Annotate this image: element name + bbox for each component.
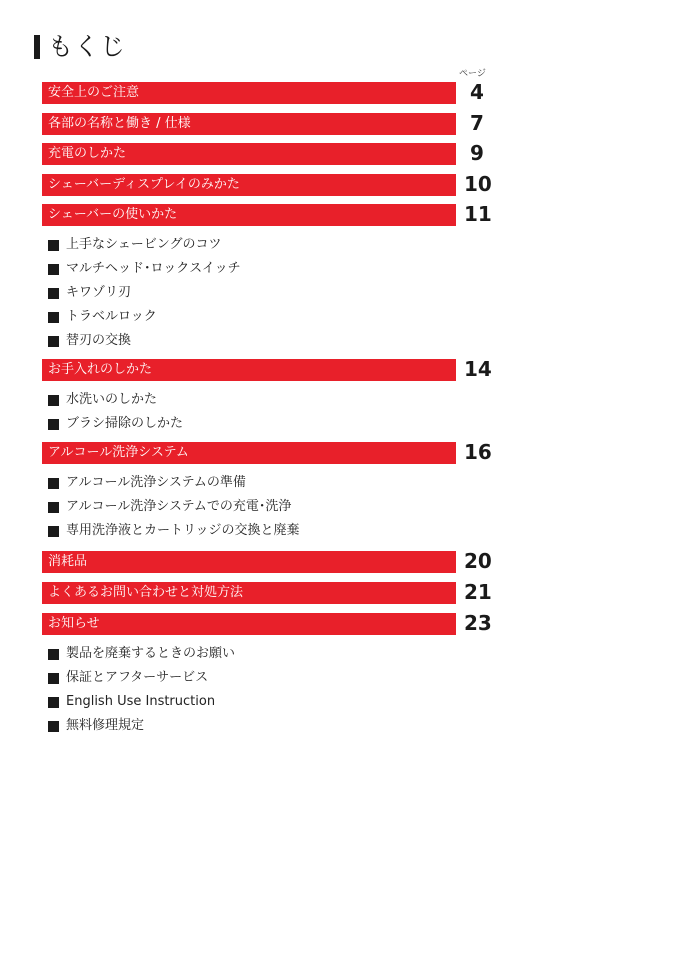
list-item[interactable] (48, 519, 299, 543)
section-bar[interactable] (42, 174, 456, 196)
list-item[interactable] (48, 329, 241, 353)
subitem-label: ブラシ掃除のしかた (66, 416, 184, 431)
list-item[interactable] (48, 412, 183, 436)
subitem-list (48, 388, 183, 436)
section-bar[interactable] (42, 551, 456, 573)
subitem-label: 上手なシェービングのコツ (66, 237, 222, 252)
section-title: よくあるお問い合わせと対処方法 (48, 585, 244, 600)
list-item[interactable] (48, 281, 241, 305)
square-bullet-icon (48, 288, 59, 299)
section-page-number: 20 (464, 549, 492, 573)
square-bullet-icon (48, 697, 59, 708)
section-title: 消耗品 (48, 554, 88, 569)
section-page-number: 4 (470, 80, 484, 104)
list-item[interactable] (48, 471, 299, 495)
square-bullet-icon (48, 649, 59, 660)
section-title: 安全上のご注意 (48, 85, 140, 100)
square-bullet-icon (48, 721, 59, 732)
square-bullet-icon (48, 673, 59, 684)
list-item[interactable] (48, 233, 241, 257)
subitem-list (48, 642, 235, 738)
square-bullet-icon (48, 264, 59, 275)
subitem-label: 専用洗浄液とカートリッジの交換と廃棄 (66, 523, 300, 538)
section-title: お知らせ (48, 616, 100, 631)
section-bar[interactable] (42, 113, 456, 135)
section-page-number: 10 (464, 172, 492, 196)
square-bullet-icon (48, 526, 59, 537)
section-page-number: 16 (464, 440, 492, 464)
square-bullet-icon (48, 478, 59, 489)
square-bullet-icon (48, 502, 59, 513)
section-title: シェーバーの使いかた (48, 207, 178, 222)
list-item[interactable] (48, 495, 299, 519)
subitem-label: アルコール洗浄システムでの充電･洗浄 (66, 499, 292, 514)
section-title: シェーバーディスプレイのみかた (48, 177, 240, 192)
subitem-label: 水洗いのしかた (66, 392, 158, 407)
page-title: もくじ (48, 32, 127, 61)
list-item[interactable] (48, 388, 183, 412)
list-item[interactable] (48, 642, 235, 666)
section-title: アルコール洗浄システム (48, 445, 189, 460)
section-bar[interactable] (42, 442, 456, 464)
list-item[interactable] (48, 666, 235, 690)
subitem-label: English Use Instruction (66, 694, 216, 709)
section-page-number: 7 (470, 111, 484, 135)
subitem-label: 替刃の交換 (66, 333, 132, 348)
section-page-number: 14 (464, 357, 492, 381)
list-item[interactable] (48, 305, 241, 329)
section-page-number: 23 (464, 611, 492, 635)
subitem-label: トラベルロック (66, 309, 157, 324)
subitem-list (48, 471, 299, 543)
list-item[interactable] (48, 714, 235, 738)
section-bar[interactable] (42, 82, 456, 104)
square-bullet-icon (48, 395, 59, 406)
subitem-label: マルチヘッド･ロックスイッチ (66, 261, 241, 276)
section-page-number: 9 (470, 141, 484, 165)
section-title: 各部の名称と働き / 仕様 (48, 116, 191, 131)
subitem-label: アルコール洗浄システムの準備 (66, 475, 246, 490)
section-page-number: 11 (464, 202, 492, 226)
subitem-label: 製品を廃棄するときのお願い (66, 646, 236, 661)
section-bar[interactable] (42, 204, 456, 226)
square-bullet-icon (48, 419, 59, 430)
section-bar[interactable] (42, 359, 456, 381)
section-bar[interactable] (42, 143, 456, 165)
square-bullet-icon (48, 336, 59, 347)
section-bar[interactable] (42, 613, 456, 635)
square-bullet-icon (48, 240, 59, 251)
square-bullet-icon (48, 312, 59, 323)
section-bar[interactable] (42, 582, 456, 604)
list-item[interactable] (48, 257, 241, 281)
subitem-list (48, 233, 241, 353)
page-column-label: ページ (459, 69, 486, 79)
section-title: 充電のしかた (48, 146, 127, 161)
subitem-label: キワゾリ刃 (66, 285, 132, 300)
list-item[interactable] (48, 690, 235, 714)
subitem-label: 無料修理規定 (66, 718, 145, 733)
section-title: お手入れのしかた (48, 362, 153, 377)
section-page-number: 21 (464, 580, 492, 604)
subitem-label: 保証とアフターサービス (66, 670, 209, 685)
